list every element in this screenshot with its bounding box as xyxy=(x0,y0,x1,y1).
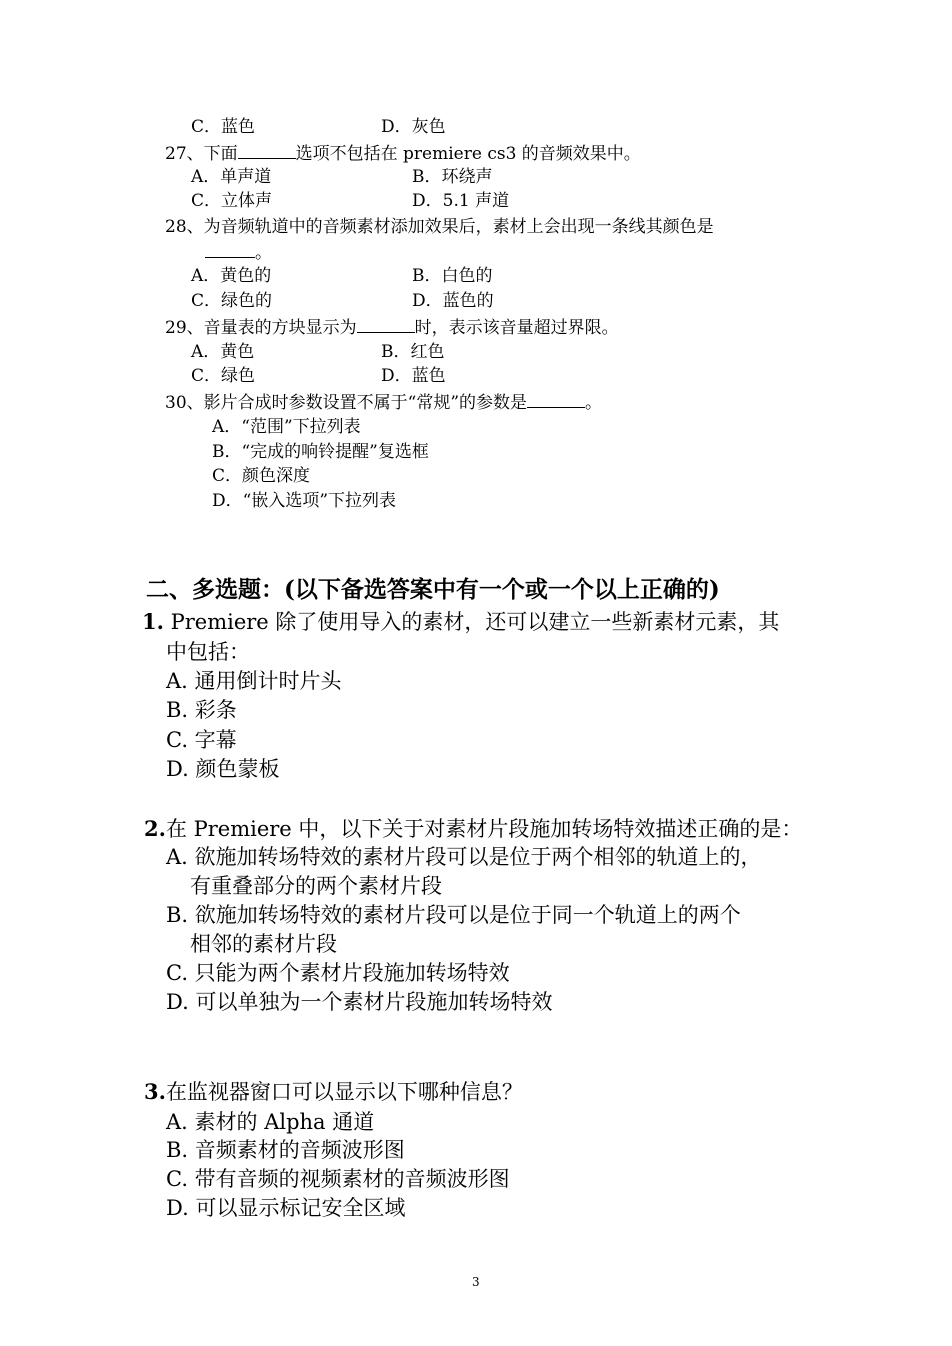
q29-option-c: C．绿色 xyxy=(191,366,256,386)
q28-question: 28、为音频轨道中的音频素材添加效果后，素材上会出现一条线其颜色是 xyxy=(165,217,714,237)
q26-option-c: C．蓝色 xyxy=(191,117,256,137)
q28-option-b: B．白色的 xyxy=(412,266,493,286)
m1-number: 1. xyxy=(142,609,164,634)
q30-text-pre: 30、影片合成时参数设置不属于“常规”的参数是 xyxy=(165,393,528,413)
q30-question xyxy=(165,391,602,414)
q29-option-b: B．红色 xyxy=(381,342,445,362)
m3-question xyxy=(144,1078,523,1106)
q30-option-a: A．“范围”下拉列表 xyxy=(212,417,361,437)
page-number: 3 xyxy=(472,1275,480,1289)
q27-option-c: C．立体声 xyxy=(191,191,273,211)
m2-option-b-line2: 相邻的素材片段 xyxy=(190,932,337,956)
m2-text: 在 Premiere 中，以下关于对素材片段施加转场特效描述正确的是： xyxy=(165,817,803,841)
q28-option-a: A．黄色的 xyxy=(191,266,272,286)
q29-question xyxy=(165,316,619,339)
q29-option-a: A．黄色 xyxy=(191,342,255,362)
q27-blank xyxy=(238,142,296,159)
m1-question xyxy=(142,608,779,636)
m1-option-d: D. 颜色蒙板 xyxy=(166,757,280,781)
q28-option-c: C．绿色的 xyxy=(191,291,273,311)
m2-option-d: D. 可以单独为一个素材片段施加转场特效 xyxy=(166,990,553,1014)
q26-option-d: D．灰色 xyxy=(381,117,446,137)
m1-option-c: C. 字幕 xyxy=(166,728,237,752)
m2-option-b-line1: B. 欲施加转场特效的素材片段可以是位于同一个轨道上的两个 xyxy=(166,903,741,927)
q27-text-post: 选项不包括在 premiere cs3 的音频效果中。 xyxy=(295,144,641,164)
q29-blank xyxy=(357,316,415,333)
m3-option-a: A. 素材的 Alpha 通道 xyxy=(166,1110,375,1134)
q28-blank xyxy=(205,241,255,258)
q27-option-b: B．环绕声 xyxy=(412,167,493,187)
q30-option-d: D．“嵌入选项”下拉列表 xyxy=(212,491,397,511)
q30-blank xyxy=(527,391,585,408)
q30-option-b: B．“完成的响铃提醒”复选框 xyxy=(212,442,429,462)
q30-text-post: 。 xyxy=(585,393,603,413)
q27-option-d: D．5.1 声道 xyxy=(412,191,510,211)
m2-question xyxy=(144,815,802,843)
m3-number: 3. xyxy=(144,1079,166,1104)
q30-option-c: C．颜色深度 xyxy=(212,466,311,486)
m3-option-d: D. 可以显示标记安全区域 xyxy=(166,1196,406,1220)
m1-option-b: B. 彩条 xyxy=(166,698,237,722)
q27-option-a: A．单声道 xyxy=(191,167,272,187)
m2-option-a-line1: A. 欲施加转场特效的素材片段可以是位于两个相邻的轨道上的， xyxy=(166,845,762,869)
q29-option-d: D．蓝色 xyxy=(381,366,446,386)
section-heading: 二、多选题：(以下备选答案中有一个或一个以上正确的) xyxy=(146,576,720,603)
m2-number: 2. xyxy=(144,816,166,841)
q29-text-post: 时，表示该音量超过界限。 xyxy=(414,318,619,338)
q27-text-pre: 27、下面 xyxy=(165,144,238,164)
m2-option-c: C. 只能为两个素材片段施加转场特效 xyxy=(166,961,510,985)
m2-option-a-line2: 有重叠部分的两个素材片段 xyxy=(190,874,442,898)
q28-end: 。 xyxy=(255,243,272,263)
q28-option-d: D．蓝色的 xyxy=(412,291,494,311)
q29-text-pre: 29、音量表的方块显示为 xyxy=(165,318,357,338)
m3-text: 在监视器窗口可以显示以下哪种信息？ xyxy=(165,1080,523,1104)
m3-option-c: C. 带有音频的视频素材的音频波形图 xyxy=(166,1167,510,1191)
m1-text: Premiere 除了使用导入的素材，还可以建立一些新素材元素，其 xyxy=(163,610,780,634)
m1-question-line2: 中包括： xyxy=(166,640,250,664)
m3-option-b: B. 音频素材的音频波形图 xyxy=(166,1138,405,1162)
q28-blank-line xyxy=(205,241,272,264)
m1-option-a: A. 通用倒计时片头 xyxy=(166,669,342,693)
q27-question xyxy=(165,142,641,165)
